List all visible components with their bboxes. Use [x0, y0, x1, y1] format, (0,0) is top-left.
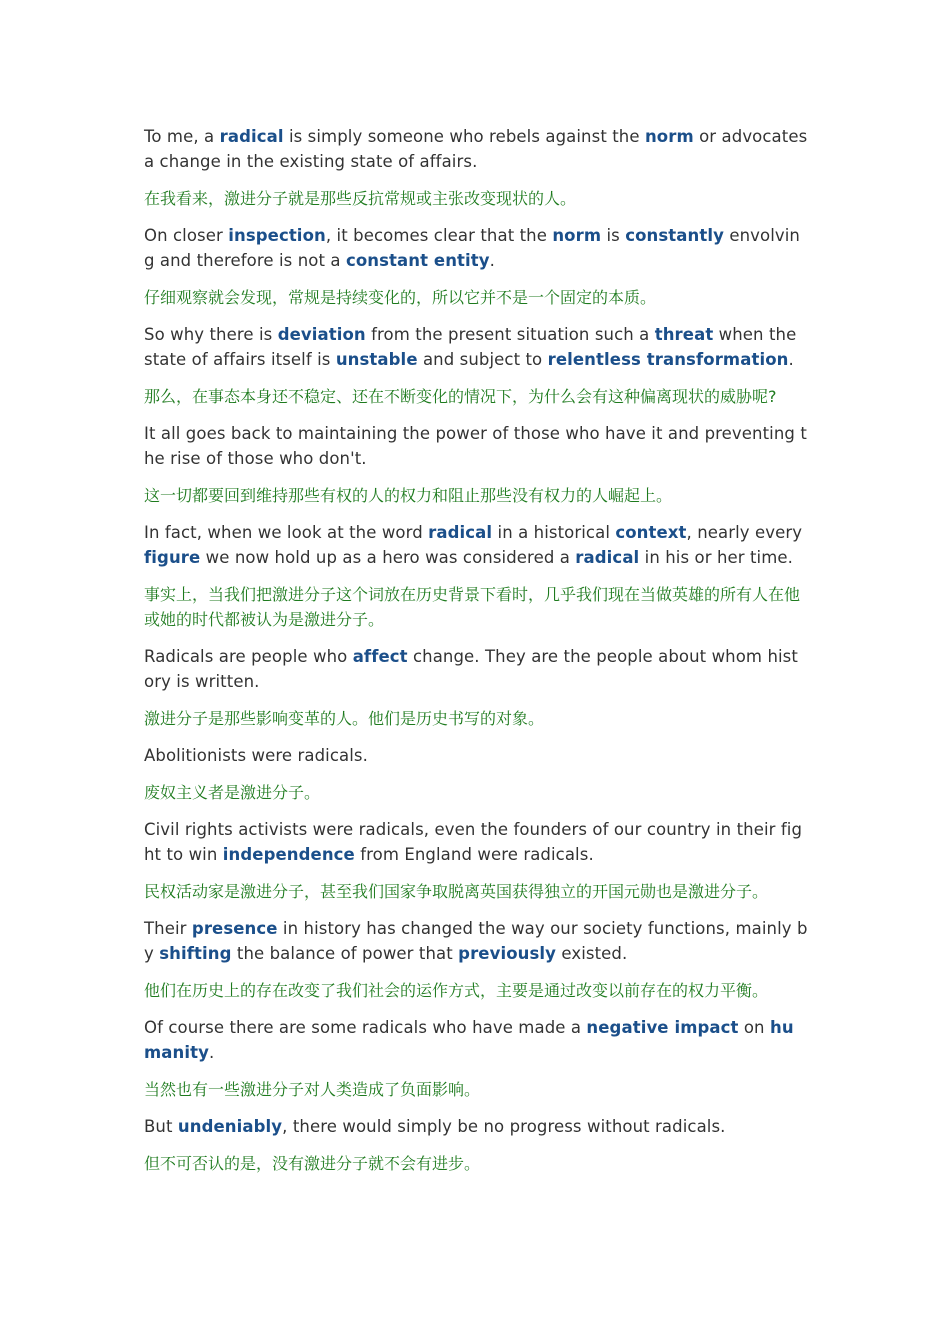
- english-text: in his or her time.: [639, 548, 794, 567]
- english-paragraph: [144, 520, 808, 570]
- english-paragraph: [144, 743, 808, 768]
- english-text: Radicals are people who: [144, 647, 353, 666]
- english-text: when the state of affairs itself is: [144, 325, 797, 369]
- english-text: , there would simply be no progress without radicals.: [282, 1117, 726, 1136]
- document-body: [144, 124, 808, 1188]
- english-text: Of course there are some radicals who have made a: [144, 1018, 587, 1037]
- english-text: , nearly every: [686, 523, 803, 542]
- english-text: from the present situation such a: [365, 325, 655, 344]
- vocabulary-keyword: previously: [458, 944, 557, 963]
- english-paragraph: [144, 1114, 808, 1139]
- english-text: So why there is: [144, 325, 278, 344]
- english-text: from England were radicals.: [354, 845, 594, 864]
- english-text: But: [144, 1117, 178, 1136]
- english-text: .: [788, 350, 794, 369]
- vocabulary-keyword: norm: [644, 127, 694, 146]
- chinese-translation: 仔细观察就会发现，常规是持续变化的，所以它并不是一个固定的本质。: [144, 288, 657, 307]
- english-text: in history has changed the way our society functions, mainly by: [144, 919, 808, 963]
- english-text: To me, a: [144, 127, 220, 146]
- vocabulary-keyword: humanity: [144, 1018, 794, 1062]
- chinese-translation: 在我看来，激进分子就是那些反抗常规或主张改变现状的人。: [144, 189, 577, 208]
- english-text: change. They are the people about whom history is written.: [144, 647, 798, 691]
- chinese-translation: 他们在历史上的存在改变了我们社会的运作方式，主要是通过改变以前存在的权力平衡。: [144, 981, 769, 1000]
- english-paragraph: [144, 644, 808, 694]
- english-text: Their: [144, 919, 192, 938]
- vocabulary-keyword: affect: [352, 647, 408, 666]
- vocabulary-keyword: inspection: [228, 226, 326, 245]
- chinese-translation: 当然也有一些激进分子对人类造成了负面影响。: [144, 1080, 481, 1099]
- vocabulary-keyword: shifting: [159, 944, 232, 963]
- chinese-translation: 废奴主义者是激进分子。: [144, 783, 321, 802]
- vocabulary-keyword: presence: [191, 919, 278, 938]
- vocabulary-keyword: radical: [575, 548, 640, 567]
- english-text: is: [601, 226, 626, 245]
- english-text: , it becomes clear that the: [325, 226, 553, 245]
- vocabulary-keyword: threat: [654, 325, 714, 344]
- vocabulary-keyword: unstable: [335, 350, 418, 369]
- chinese-translation: 这一切都要回到维持那些有权的人的权力和阻止那些没有权力的人崛起上。: [144, 486, 673, 505]
- vocabulary-keyword: negative impact: [586, 1018, 739, 1037]
- english-text: Civil rights activists were radicals, even the founders of our country in their fight to win: [144, 820, 803, 864]
- chinese-translation: 激进分子是那些影响变革的人。他们是历史书写的对象。: [144, 709, 545, 728]
- english-text: in a historical: [492, 523, 616, 542]
- english-paragraph: [144, 322, 808, 372]
- english-text: Abolitionists were radicals.: [144, 746, 368, 765]
- english-text: is simply someone who rebels against the: [283, 127, 645, 146]
- chinese-translation: 但不可否认的是，没有激进分子就不会有进步。: [144, 1154, 481, 1173]
- english-paragraph: [144, 916, 808, 966]
- english-text: and subject to: [417, 350, 548, 369]
- english-text: It all goes back to maintaining the power of those who have it and preventing the rise of those who don't.: [144, 424, 807, 468]
- vocabulary-keyword: relentless transformation: [547, 350, 789, 369]
- chinese-translation: 民权活动家是激进分子，甚至我们国家争取脱离英国获得独立的开国元勋也是激进分子。: [144, 882, 769, 901]
- english-text: the balance of power that: [231, 944, 459, 963]
- english-paragraph: [144, 421, 808, 471]
- english-text: existed.: [556, 944, 628, 963]
- chinese-translation: 事实上，当我们把激进分子这个词放在历史背景下看时，几乎我们现在当做英雄的所有人在他或她的时代都被认为是激进分子。: [144, 585, 801, 629]
- english-text: .: [208, 1043, 215, 1062]
- vocabulary-keyword: constant entity: [345, 251, 490, 270]
- english-text: on: [738, 1018, 770, 1037]
- english-text: .: [489, 251, 496, 270]
- vocabulary-keyword: radical: [428, 523, 493, 542]
- english-text: In fact, when we look at the word: [144, 523, 429, 542]
- vocabulary-keyword: norm: [552, 226, 602, 245]
- vocabulary-keyword: constantly: [625, 226, 724, 245]
- vocabulary-keyword: context: [615, 523, 687, 542]
- english-text: or advocates a change in the existing state of affairs.: [144, 127, 808, 171]
- english-paragraph: [144, 124, 808, 174]
- english-paragraph: [144, 817, 808, 867]
- english-text: envolving and therefore is not a: [144, 226, 800, 270]
- vocabulary-keyword: independence: [222, 845, 355, 864]
- english-paragraph: [144, 1015, 808, 1065]
- vocabulary-keyword: radical: [219, 127, 284, 146]
- english-paragraph: [144, 223, 808, 273]
- vocabulary-keyword: undeniably: [177, 1117, 283, 1136]
- english-text: On closer: [144, 226, 229, 245]
- chinese-translation: 那么，在事态本身还不稳定、还在不断变化的情况下，为什么会有这种偏离现状的威胁呢?: [144, 387, 777, 406]
- english-text: we now hold up as a hero was considered a: [200, 548, 576, 567]
- vocabulary-keyword: figure: [144, 548, 201, 567]
- vocabulary-keyword: deviation: [277, 325, 366, 344]
